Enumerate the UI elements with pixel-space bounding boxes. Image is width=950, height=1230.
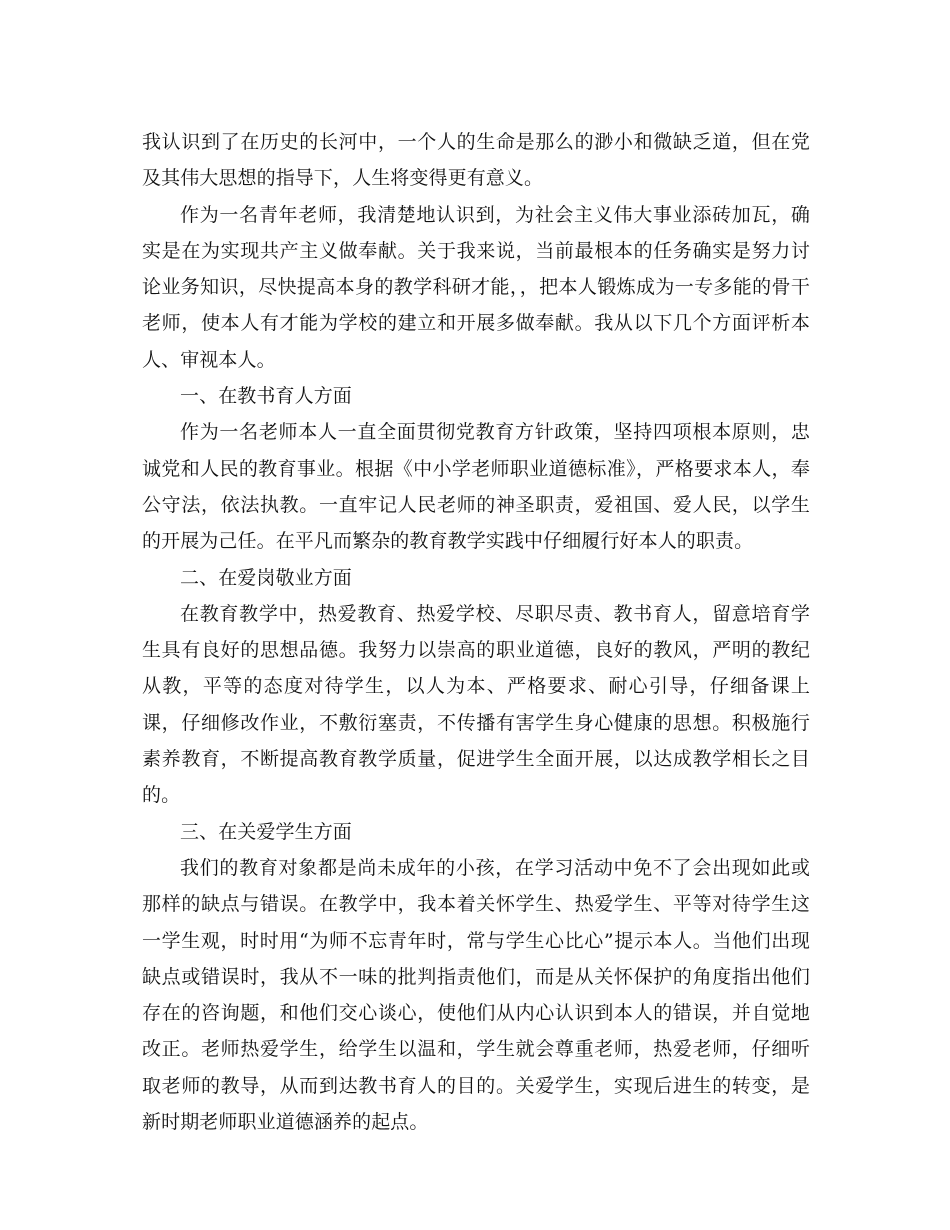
paragraph-5: 我们的教育对象都是尚未成年的小孩，在学习活动中免不了会出现如此或那样的缺点与错误。在教学中，我本着关怀学生、热爱学生、平等对待学生这一学生观，时时用“为师不忘青年时，常与学生心比心”提示本人。当他们出现缺点或错误时，我从不一味的批判指责他们，而是从关怀保护的角度指出他们存在的咨询题，和他们交心谈心，使他们从内心认识到本人的错误，并自觉地改正。老师热爱学生，给学生以温和，学生就会尊重老师，热爱老师，仔细听取老师的教导，从而到达教书育人的目的。关爱学生，实现后进生的转变，是新时期老师职业道德涵养的起点。 [142, 856, 810, 1134]
section-heading-caring: 三、在关爱学生方面 [180, 820, 352, 843]
paragraph-3: 作为一名老师本人一直全面贯彻党教育方针政策，坚持四项根本原则，忠诚党和人民的教育事业。根据《中小学老师职业道德标准》，严格要求本人，奉公守法，依法执教。一直牢记人民老师的神圣职责，爱祖国、爱人民，以学生的开展为己任。在平凡而繁杂的教育教学实践中仔细履行好本人的职责。 [142, 421, 810, 553]
paragraph-1: 我认识到了在历史的长河中，一个人的生命是那么的渺小和微缺乏道，但在党及其伟大思想的指导下，人生将变得更有意义。 [142, 131, 810, 190]
document-body [142, 124, 810, 1140]
paragraph-2: 作为一名青年老师，我清楚地认识到，为社会主义伟大事业添砖加瓦，确实是在为实现共产主义做奉献。关于我来说，当前最根本的任务确实是努力讨论业务知识，尽快提高本身的教学科研才能，，把本人锻炼成为一专多能的骨干老师，使本人有才能为学校的建立和开展多做奉献。我从以下几个方面评析本人、审视本人。 [142, 203, 810, 371]
paragraph-4: 在教育教学中，热爱教育、热爱学校、尽职尽责、教书育人，留意培育学生具有良好的思想品德。我努力以崇高的职业道德，良好的教风，严明的教纪从教，平等的态度对待学生，以人为本、严格要求、耐心引导，仔细备课上课，仔细修改作业，不敷衍塞责，不传播有害学生身心健康的思想。积极施行素养教育，不断提高教育教学质量，促进学生全面开展，以达成教学相长之目的。 [142, 602, 810, 807]
section-heading-teaching: 一、在教书育人方面 [180, 385, 352, 408]
section-heading-dedication: 二、在爱岗敬业方面 [180, 566, 352, 589]
